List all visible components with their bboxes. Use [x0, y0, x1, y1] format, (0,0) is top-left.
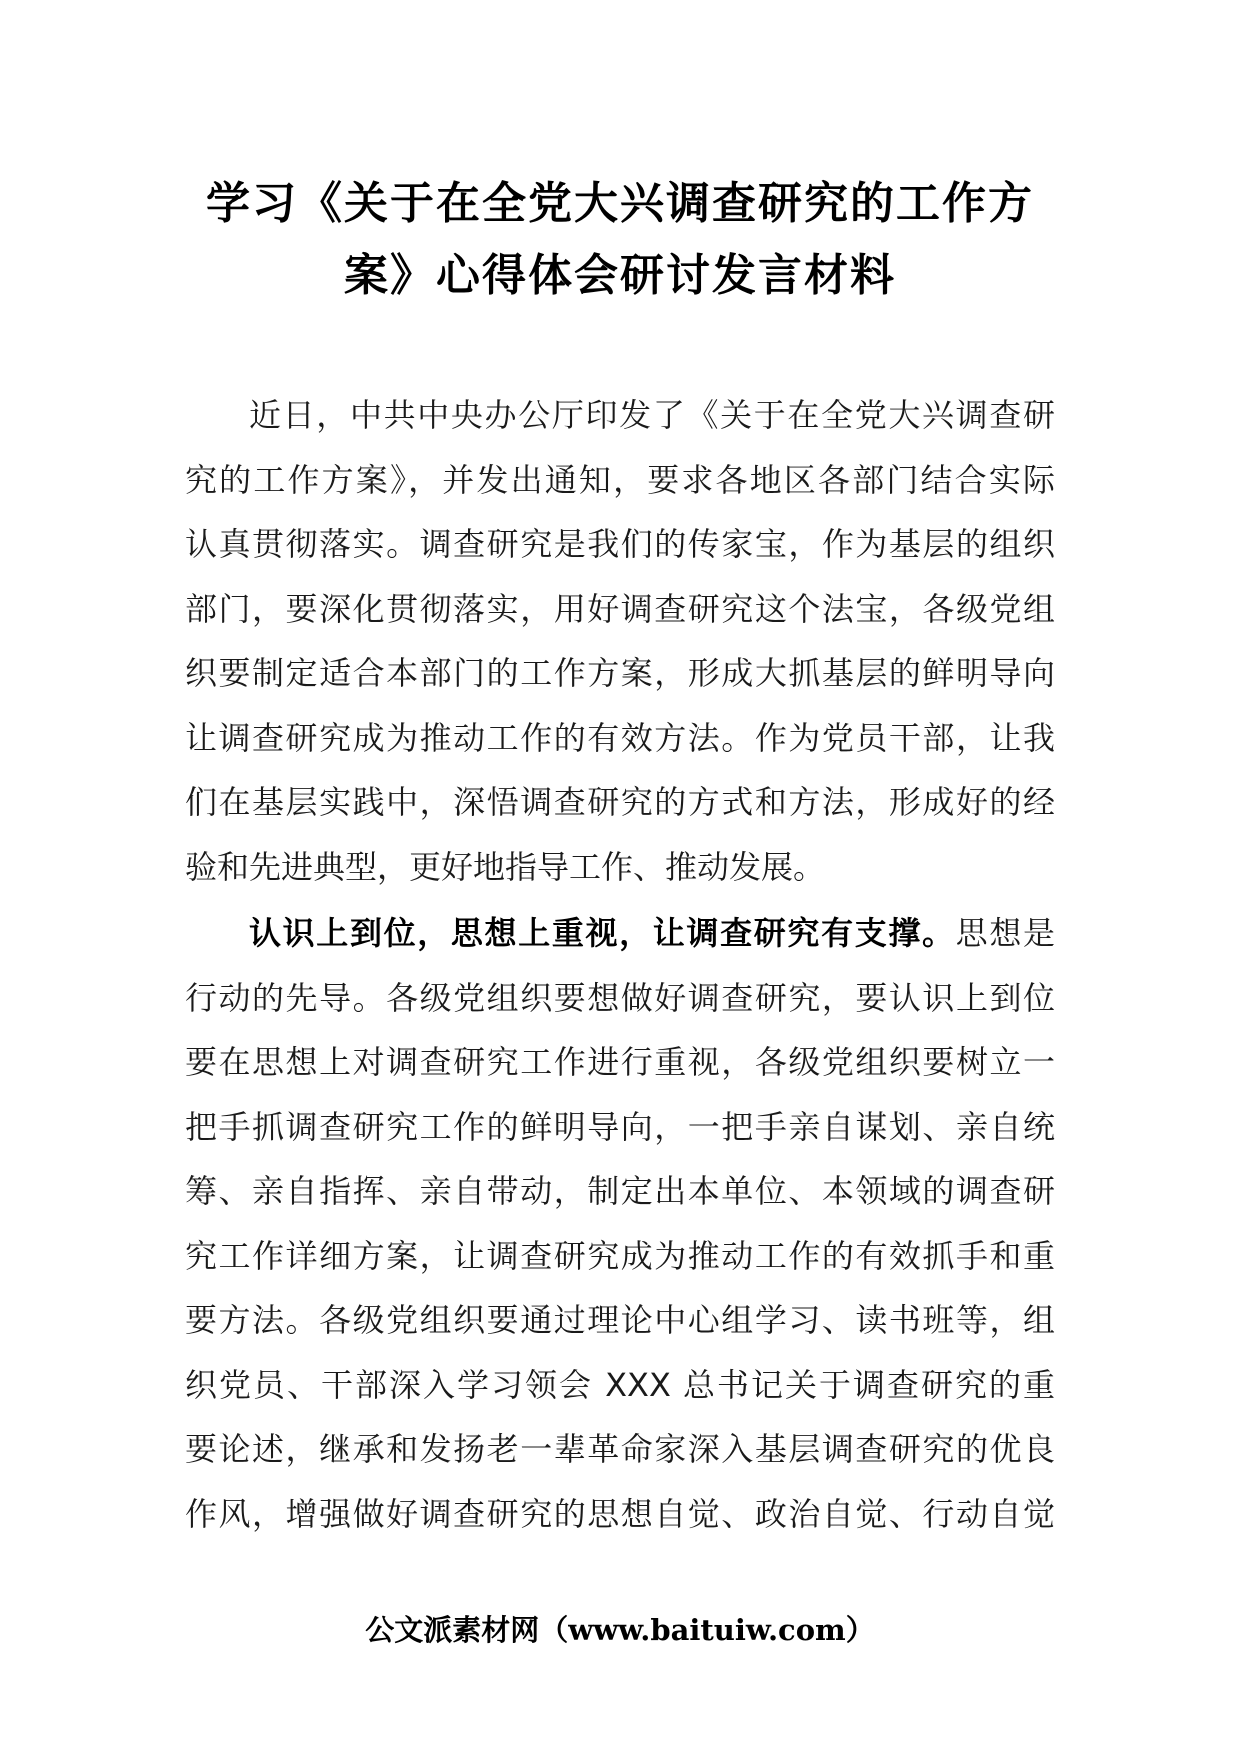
paragraph-1-line: 让调查研究成为推动工作的有效方法。作为党员干部，让我: [185, 718, 1055, 757]
title-line-2: 案》心得体会研讨发言材料: [344, 250, 896, 301]
paragraph-2-line: 要论述，继承和发扬老一辈革命家深入基层调查研究的优良: [185, 1430, 1055, 1468]
paragraph-1-line: 认真贯彻落实。调查研究是我们的传家宝，作为基层的组织: [185, 525, 1055, 563]
paragraph-2-first-line: [185, 901, 1055, 966]
paragraph-2-line: 把手抓调查研究工作的鲜明导向，一把手亲自谋划、亲自统: [185, 1107, 1055, 1146]
paragraph-1-line: 近日，中共中央办公厅印发了《关于在全党大兴调查研: [249, 396, 1055, 434]
paragraph-1-line: 们在基层实践中，深悟调查研究的方式和方法，形成好的经: [185, 783, 1055, 821]
paragraph-2-line: 要在思想上对调查研究工作进行重视，各级党组织要树立一: [185, 1043, 1055, 1081]
paragraph-2-line: 究工作详细方案，让调查研究成为推动工作的有效抓手和重: [185, 1236, 1055, 1275]
paragraph-2-first-line-rest: 思想是: [955, 914, 1055, 952]
footer-watermark-text: 公文派素材网（www.baituiw.com）: [365, 1613, 875, 1647]
paragraph-2-heading: 认识上到位，思想上重视，让调查研究有支撑。: [249, 914, 956, 952]
paragraph-1-line: 织要制定适合本部门的工作方案，形成大抓基层的鲜明导向: [185, 654, 1055, 692]
paragraph-1-line: 验和先进典型，更好地指导工作、推动发展。: [185, 847, 826, 886]
document-body: [185, 383, 1055, 1546]
title-line-1: 学习《关于在全党大兴调查研究的工作方: [206, 178, 1034, 229]
paragraph-2-line: 织党员、干部深入学习领会 XXX 总书记关于调查研究的重: [185, 1365, 1055, 1404]
paragraph-2-line: 要方法。各级党组织要通过理论中心组学习、读书班等，组: [185, 1301, 1055, 1339]
paragraph-2-line: 行动的先导。各级党组织要想做好调查研究，要认识上到位: [185, 978, 1055, 1017]
paragraph-1-line: 部门，要深化贯彻落实，用好调查研究这个法宝，各级党组: [185, 589, 1055, 628]
paragraph-2-line: 筹、亲自指挥、亲自带动，制定出本单位、本领域的调查研: [185, 1172, 1055, 1210]
paragraph-2-line: 作风，增强做好调查研究的思想自觉、政治自觉、行动自觉: [185, 1494, 1055, 1533]
paragraph-1-line: 究的工作方案》，并发出通知，要求各地区各部门结合实际: [185, 460, 1055, 499]
document-title: [180, 168, 1060, 312]
